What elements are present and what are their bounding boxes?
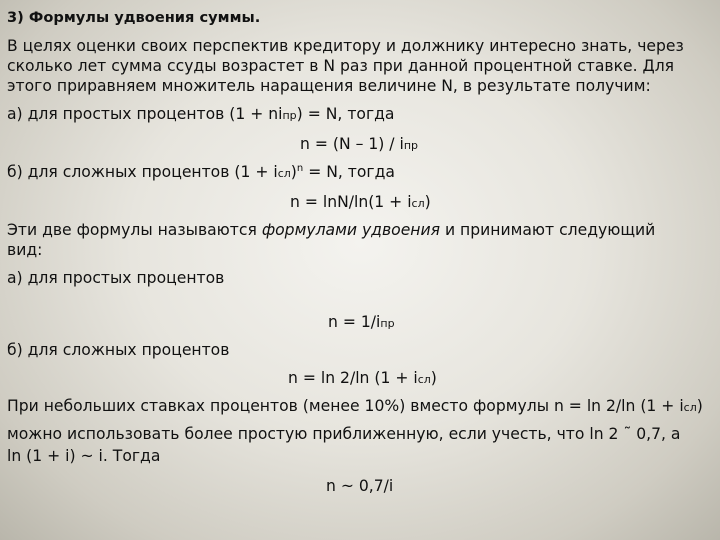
formula-text: n = (N – 1) / i — [300, 135, 404, 153]
formula-text: n = 1/i — [328, 313, 381, 331]
doubling-line-2: вид: — [7, 241, 43, 259]
intro-line-3: этого приравняем множитель наращения величине N, в результате получим: — [7, 77, 651, 95]
doubling-emphasis: формулами удвоения — [261, 221, 440, 239]
subscript-sl: сл — [417, 373, 431, 386]
compound-interest-text: б) для сложных процентов (1 + i — [7, 163, 278, 181]
simple-interest-text: а) для простых процентов (1 + ni — [7, 105, 283, 123]
subscript-sl: сл — [683, 401, 697, 414]
compound-interest-line — [7, 162, 714, 184]
compound-doubling-formula — [288, 368, 714, 390]
simple-doubling-label: а) для простых процентов — [7, 269, 225, 287]
formula-text: n = lnN/ln(1 + i — [290, 193, 412, 211]
small-rates-line-2: можно использовать более простую приближенную, если учесть, что ln 2 ˜ 0,7, а — [7, 425, 681, 443]
final-formula: n ~ 0,7/i — [326, 477, 394, 495]
small-rates-line-1 — [7, 396, 714, 418]
doubling-line — [7, 220, 714, 240]
superscript-n: n — [296, 162, 304, 174]
compound-interest-formula — [290, 192, 714, 214]
formula-text: n = ln 2/ln (1 + i — [288, 369, 418, 387]
small-rates-text: При небольших ставках процентов (менее 10%) вместо формулы n = ln 2/ln (1 + i — [7, 397, 684, 415]
subscript-pr: пр — [282, 109, 297, 122]
compound-doubling-label: б) для сложных процентов — [7, 341, 230, 359]
intro-line-2: сколько лет сумма ссуды возрастет в N раз при данной процентной ставке. Для — [7, 57, 675, 75]
simple-doubling-formula — [328, 312, 714, 334]
formula-tail: ) — [430, 369, 437, 387]
compound-interest-paren: ) — [290, 163, 297, 181]
doubling-tail: и принимают следующий — [440, 221, 656, 239]
subscript-sl: сл — [277, 167, 291, 180]
subscript-sl: сл — [411, 197, 425, 210]
subscript-pr: пр — [403, 139, 419, 152]
simple-interest-line — [7, 104, 714, 126]
compound-interest-tail: = N, тогда — [303, 163, 395, 181]
small-rates-tail: ) — [696, 397, 703, 415]
intro-line-1: В целях оценки своих перспектив кредитору и должнику интересно знать, через — [7, 37, 684, 55]
small-rates-line-3: ln (1 + i) ~ i. Тогда — [7, 447, 161, 465]
simple-interest-formula — [300, 134, 714, 156]
subscript-pr: пр — [380, 317, 395, 330]
formula-tail: ) — [424, 193, 431, 211]
simple-interest-tail: ) = N, тогда — [296, 105, 395, 123]
doubling-text: Эти две формулы называются — [7, 221, 262, 239]
slide-title: 3) Формулы удвоения суммы. — [7, 9, 261, 26]
